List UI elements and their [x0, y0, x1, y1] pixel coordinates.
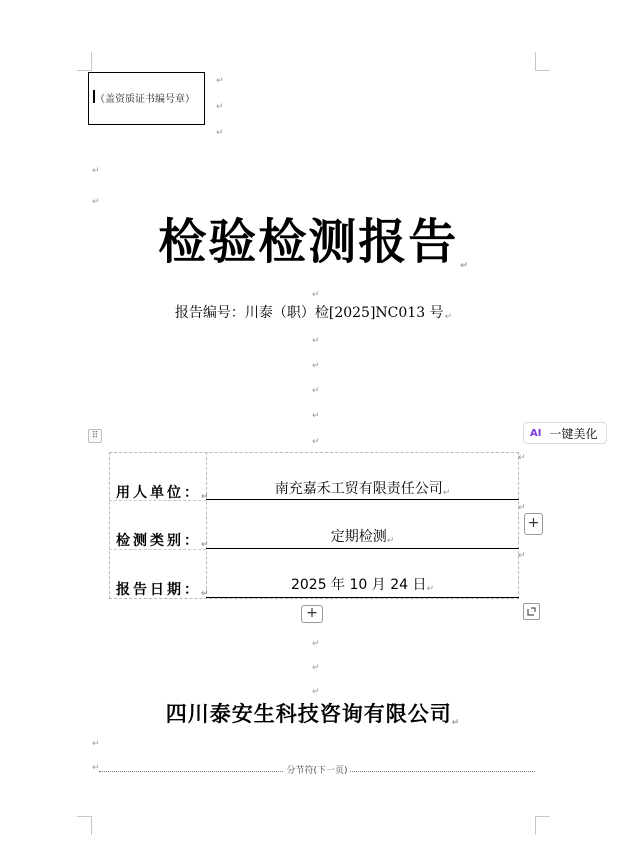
table-move-handle[interactable]: ⠿: [88, 429, 102, 443]
paragraph-mark: ↵: [312, 639, 320, 649]
paragraph-mark: ↵: [312, 411, 320, 421]
corner-mark-top-left: [77, 52, 92, 71]
paragraph-mark: ↵: [444, 312, 453, 322]
value-underline: [206, 499, 519, 500]
value-underline: [206, 597, 519, 598]
cell-end-mark: ↵: [518, 551, 526, 561]
paragraph-mark: ↵: [216, 102, 224, 112]
paragraph-mark: ↵: [312, 687, 320, 697]
paragraph-mark: ↵: [201, 492, 212, 502]
report-number: 报告编号：川泰（职）检[2025]NC013 号↵: [174, 305, 453, 322]
paragraph-mark: ↵: [442, 488, 451, 498]
paragraph-mark: ↵: [426, 584, 435, 594]
paragraph-mark: ↵: [312, 663, 320, 673]
paragraph-mark: ↵: [386, 536, 395, 546]
paragraph-mark: ↵: [312, 437, 320, 447]
paragraph-mark: ↵: [92, 166, 100, 176]
stamp-note: （盖资质证书编号章）: [95, 94, 195, 105]
corner-mark-bottom-left: [77, 816, 92, 835]
resize-icon: [524, 604, 539, 619]
table-row-label: 用人单位：↵: [116, 485, 212, 502]
inspection-type-value[interactable]: 定期检测↵: [330, 529, 395, 546]
paragraph-mark: ↵: [216, 76, 224, 86]
ai-beautify-button[interactable]: [523, 422, 607, 444]
paragraph-mark: ↵: [312, 290, 320, 300]
ai-icon: AI: [530, 427, 542, 439]
paragraph-mark: ↵: [312, 336, 320, 346]
paragraph-mark: ↵: [92, 763, 100, 773]
document-title: 检验检测报告 $_↵$: [158, 214, 470, 271]
employer-value[interactable]: 南充嘉禾工贸有限责任公司↵: [274, 481, 451, 498]
paragraph-mark: ↵: [201, 540, 212, 550]
ai-beautify-label: 一键美化: [549, 426, 598, 441]
corner-mark-bottom-right: [535, 816, 550, 835]
section-break: [99, 766, 535, 776]
paragraph-mark: ↵: [201, 589, 212, 599]
paragraph-mark: ↵: [312, 386, 320, 396]
paragraph-mark: ↵: [460, 261, 470, 271]
add-row-button[interactable]: +: [301, 605, 323, 623]
paragraph-mark: ↵: [92, 739, 100, 749]
paragraph-mark: ↵: [312, 361, 320, 371]
paragraph-mark: ↵: [451, 718, 461, 728]
value-underline: [206, 548, 519, 549]
report-date-value[interactable]: 2025 年 10 月 24 日↵: [290, 577, 435, 594]
paragraph-mark: ↵: [92, 197, 100, 207]
table-row-label: 检测类别：↵: [116, 533, 212, 550]
section-break-label: 分节符(下一页): [286, 766, 348, 776]
add-column-button[interactable]: +: [524, 513, 543, 535]
corner-mark-top-right: [535, 52, 550, 71]
company-name: 四川泰安生科技咨询有限公司↵: [165, 701, 461, 728]
cell-end-mark: ↵: [518, 453, 526, 463]
table-row-label: 报告日期：↵: [116, 582, 212, 599]
table-resize-handle[interactable]: [523, 603, 540, 620]
cell-end-mark: ↵: [518, 503, 526, 513]
paragraph-mark: ↵: [216, 128, 224, 138]
